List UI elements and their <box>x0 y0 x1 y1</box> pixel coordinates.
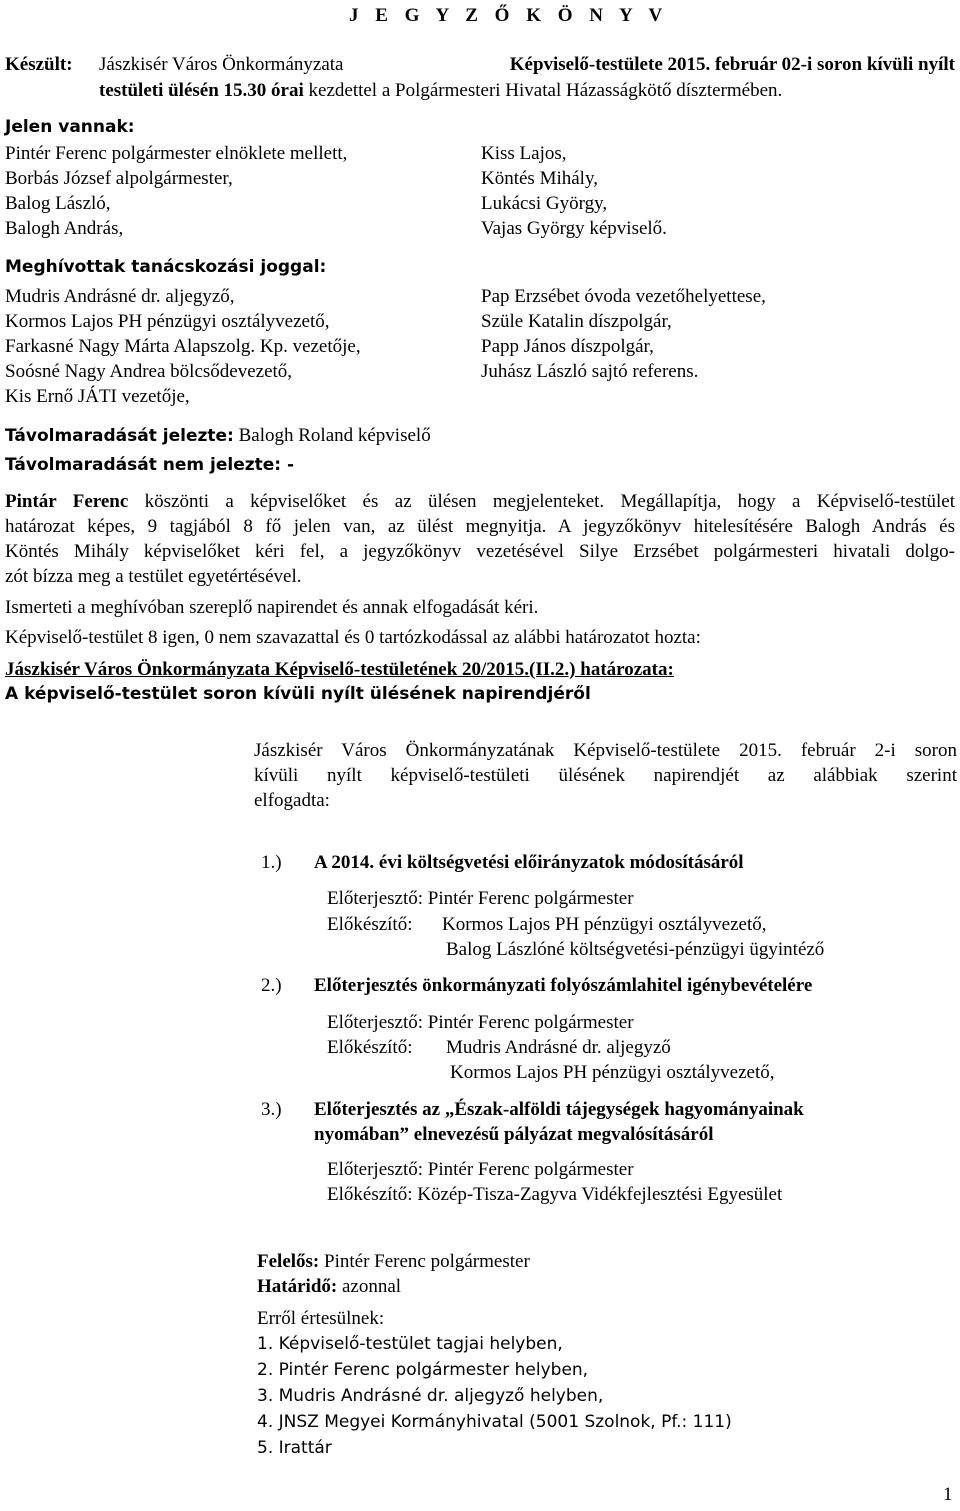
jelen-heading: Jelen vannak: <box>5 117 135 137</box>
agenda-1-eloterjeszto: Előterjesztő: Pintér Ferenc polgármester <box>327 888 634 909</box>
agenda-3-eloterjeszto: Előterjesztő: Pintér Ferenc polgármester <box>327 1159 634 1180</box>
keszult-line-2 <box>99 78 782 103</box>
ertesulnek-list <box>257 1332 732 1462</box>
agenda-1-elokeszito-1: Kormos Lajos PH pénzügyi osztályvezető, <box>442 914 767 935</box>
meghivottak-left-item: Kormos Lajos PH pénzügyi osztályvezető, <box>5 311 330 332</box>
meghivottak-heading: Meghívottak tanácskozási joggal: <box>5 257 327 277</box>
keszult-line-2-a: testületi ülésén 15.30 órai <box>99 80 304 101</box>
hatarido-label: Határidő: <box>257 1276 338 1297</box>
resolution-body-line: elfogadta: <box>254 790 330 811</box>
felelos-label: Felelős: <box>257 1251 320 1272</box>
agenda-2-num: 2.) <box>261 975 282 996</box>
page-number: 1 <box>943 1484 953 1505</box>
ertesulnek-item: 3. Mudris Andrásné dr. aljegyző helyben, <box>257 1386 604 1406</box>
agenda-3-elokeszito-label: Előkészítő: <box>327 1184 413 1205</box>
chair-name: Pintár Ferenc <box>5 491 129 512</box>
tavol-nem-value: - <box>287 455 295 475</box>
resolution-title: Jászkisér Város Önkormányzata Képviselő-testületének 20/2015.(II.2.) határozata: <box>5 659 674 680</box>
jelen-left-item: Balog László, <box>5 193 111 214</box>
tavol-jelezte-value: Balogh Roland képviselő <box>238 425 431 446</box>
agenda-3-num: 3.) <box>261 1099 282 1120</box>
meghivottak-left-item: Mudris Andrásné dr. aljegyző, <box>5 286 235 307</box>
jelen-left-item: Balogh András, <box>5 218 124 239</box>
resolution-subtitle: A képviselő-testület soron kívüli nyílt ülésének napirendjéről <box>5 684 591 704</box>
jelen-right-item: Vajas György képviselő. <box>481 218 667 239</box>
felelos-line <box>257 1249 530 1274</box>
jelen-left-item: Pintér Ferenc polgármester elnöklete mellett, <box>5 143 348 164</box>
agenda-2-elokeszito-label: Előkészítő: <box>327 1037 413 1058</box>
jelen-right-item: Lukácsi György, <box>481 193 608 214</box>
intro-p3: Képviselő-testület 8 igen, 0 nem szavazattal és 0 tartózkodással az alábbi határozatot hozta: <box>5 627 701 648</box>
jelen-right-list <box>481 141 667 241</box>
agenda-2-elokeszito-1: Mudris Andrásné dr. aljegyző <box>446 1037 671 1058</box>
agenda-2-eloterjeszto: Előterjesztő: Pintér Ferenc polgármester <box>327 1012 634 1033</box>
intro-line-text: köszönti a képviselőket és az ülésen megjelenteket. Megállapítja, hogy a Képviselő-testület <box>144 491 956 512</box>
jelen-right-item: Köntés Mihály, <box>481 168 598 189</box>
ertesulnek-heading: Erről értesülnek: <box>257 1308 385 1329</box>
ertesulnek-item: 4. JNSZ Megyei Kormányhivatal (5001 Szolnok, Pf.: 111) <box>257 1412 732 1432</box>
agenda-2-elokeszito-2: Kormos Lajos PH pénzügyi osztályvezető, <box>450 1062 775 1083</box>
jelen-left-list <box>5 141 347 241</box>
tavol-nem-label: Távolmaradását nem jelezte: <box>5 455 282 475</box>
meghivottak-left-item: Farkasné Nagy Márta Alapszolg. Kp. vezetője, <box>5 336 361 357</box>
hatarido-value: azonnal <box>341 1276 402 1297</box>
agenda-3-elokeszito-1: Közép-Tisza-Zagyva Vidékfejlesztési Egyesület <box>417 1184 783 1205</box>
meghivottak-right-item: Papp János díszpolgár, <box>481 336 654 357</box>
document-title: J E G Y Z Ő K Ö N Y V <box>349 5 669 26</box>
meghivottak-right-item: Pap Erzsébet óvoda vezetőhelyettese, <box>481 286 766 307</box>
meghivottak-left-item: Kis Ernő JÁTI vezetője, <box>5 386 190 407</box>
agenda-3-title-1: Előterjesztés az „Észak-alföldi tájegységek hagyományainak <box>314 1099 804 1120</box>
agenda-1-num: 1.) <box>261 852 282 873</box>
agenda-1-elokeszito-label: Előkészítő: <box>327 914 413 935</box>
jelen-left-item: Borbás József alpolgármester, <box>5 168 233 189</box>
felelos-value: Pintér Ferenc polgármester <box>324 1251 530 1272</box>
agenda-3-elokeszito <box>327 1182 782 1207</box>
tavol-jelezte-line <box>5 423 431 449</box>
tavol-nem-line <box>5 453 294 478</box>
keszult-line-1-a: Jászkisér Város Önkormányzata <box>99 54 344 75</box>
resolution-body-line: Jászkisér Város Önkormányzatának Képviselő-testülete 2015. február 2-i soron <box>254 740 957 761</box>
intro-p2: Ismerteti a meghívóban szereplő napirendet és annak elfogadását kéri. <box>5 597 539 618</box>
jelen-right-item: Kiss Lajos, <box>481 143 567 164</box>
intro-line: Köntés Mihály képviselőket kéri fel, a jegyzőkönyv vezetésével Silye Erzsébet polgármesteri hivatali dolgo- <box>5 541 955 562</box>
resolution-body <box>254 738 957 813</box>
agenda-1-elokeszito-2: Balog Lászlóné költségvetési-pénzügyi ügyintéző <box>446 939 825 960</box>
resolution-body-line: kívüli nyílt képviselő-testületi ülésének napirendjét az alábbiak szerint <box>254 765 957 786</box>
agenda-3-title-2: nyomában” elnevezésű pályázat megvalósításáról <box>314 1124 714 1145</box>
hatarido-line <box>257 1274 401 1299</box>
ertesulnek-item: 5. Irattár <box>257 1438 332 1458</box>
keszult-line-2-b: kezdettel a Polgármesteri Hivatal Házasságkötő dísztermében. <box>308 80 783 101</box>
meghivottak-right-item: Juhász László sajtó referens. <box>481 361 699 382</box>
tavol-jelezte-label: Távolmaradását jelezte: <box>5 426 234 446</box>
intro-line: zót bízza meg a testület egyetértésével. <box>5 566 302 587</box>
intro-line: határozat képes, 9 tagjából 8 fő jelen van, az ülést megnyitja. A jegyzőkönyv hitelesítésére Balogh András és <box>5 516 955 537</box>
keszult-line-1-b: Képviselő-testülete 2015. február 02-i soron kívüli nyílt <box>509 54 955 75</box>
agenda-1-title: A 2014. évi költségvetési előirányzatok módosításáról <box>314 852 744 873</box>
meghivottak-left-item: Soósné Nagy Andrea bölcsődevezető, <box>5 361 293 382</box>
agenda-2-title: Előterjesztés önkormányzati folyószámlahitel igénybevételére <box>314 975 813 996</box>
intro-paragraph <box>5 489 955 589</box>
ertesulnek-item: 2. Pintér Ferenc polgármester helyben, <box>257 1360 589 1380</box>
meghivottak-left-list <box>5 284 361 409</box>
meghivottak-right-item: Szüle Katalin díszpolgár, <box>481 311 672 332</box>
intro-line <box>5 489 955 514</box>
keszult-line-1 <box>99 52 955 77</box>
ertesulnek-item: 1. Képviselő-testület tagjai helyben, <box>257 1334 563 1354</box>
meghivottak-right-list <box>481 284 766 384</box>
keszult-label: Készült: <box>5 54 73 75</box>
